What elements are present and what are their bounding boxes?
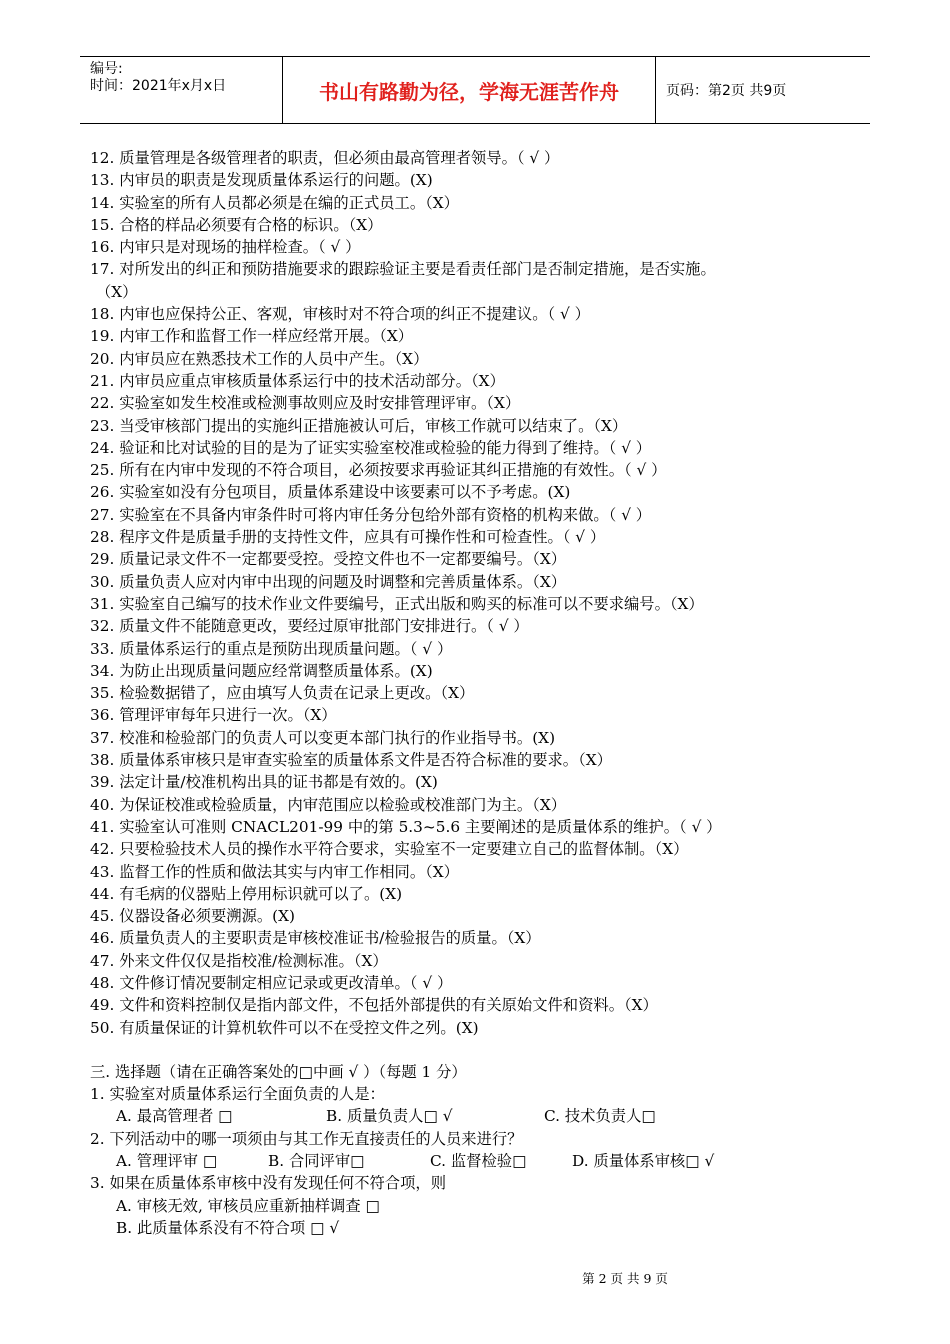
judgment-item: 13. 内审员的职责是发现质量体系运行的问题。(X)	[90, 171, 433, 190]
judgment-item: 26. 实验室如没有分包项目，质量体系建设中该要素可以不予考虑。(X)	[90, 483, 571, 502]
option-c[interactable]: C. 技术负责人□	[544, 1107, 656, 1126]
option-c[interactable]: C. 监督检验□	[430, 1152, 527, 1171]
judgment-item: 38. 质量体系审核只是审查实验室的质量体系文件是否符合标准的要求。（X）	[90, 751, 612, 770]
question-options	[90, 1105, 870, 1127]
option-b[interactable]: B. 合同评审□	[268, 1152, 365, 1171]
judgment-item: 12. 质量管理是各级管理者的职责，但必须由最高管理者领导。（ √ ）	[90, 149, 560, 167]
judgment-item: 30. 质量负责人应对内审中出现的问题及时调整和完善质量体系。（X）	[90, 572, 567, 591]
section-gap	[90, 1039, 870, 1061]
motto: 书山有路勤为径，学海无涯苦作舟	[282, 57, 656, 123]
question-stem: 2. 下列活动中的哪一项须由与其工作无直接责任的人员来进行？	[90, 1129, 523, 1148]
judgment-item: 46. 质量负责人的主要职责是审核校准证书/检验报告的质量。（X）	[90, 929, 541, 948]
judgment-item: 15. 合格的样品必须要有合格的标识。（X）	[90, 215, 383, 234]
option-b[interactable]: B. 质量负责人□ √	[326, 1107, 453, 1126]
judgment-item: 34. 为防止出现质量问题应经常调整质量体系。(X)	[90, 661, 433, 680]
judgment-item: 29. 质量记录文件不一定都要受控。受控文件也不一定都要编号。（X）	[90, 550, 567, 569]
judgment-item: 24. 验证和比对试验的目的是为了证实实验室校准或检验的能力得到了维持。（ √ ）	[90, 438, 652, 457]
judgment-item: 14. 实验室的所有人员都必须是在编的正式员工。（X）	[90, 193, 459, 212]
judgment-item: 49. 文件和资料控制仅是指内部文件，不包括外部提供的有关原始文件和资料。（X）	[90, 996, 658, 1015]
judgment-item: 40. 为保证校准或检验质量，内审范围应以检验或校准部门为主。（X）	[90, 795, 567, 814]
option-a[interactable]: A. 最高管理者 □	[116, 1107, 233, 1126]
document-body	[90, 147, 870, 1239]
judgment-item: 47. 外来文件仅仅是指校准/检测标准。（X）	[90, 951, 388, 970]
time-label: 时间：2021年x月x日	[90, 78, 227, 94]
judgment-item: 37. 校准和检验部门的负责人可以变更本部门执行的作业指导书。(X)	[90, 728, 556, 747]
judgment-item: 44. 有毛病的仪器贴上停用标识就可以了。(X)	[90, 884, 403, 903]
option-a[interactable]: A. 管理评审 □	[116, 1152, 218, 1171]
page-code: 页码：第2页 共9页	[666, 83, 787, 99]
question-stem: 3. 如果在质量体系审核中没有发现任何不符合项，则	[90, 1174, 446, 1193]
judgment-item: 25. 所有在内审中发现的不符合项目，必须按要求再验证其纠正措施的有效性。（ √ ）	[90, 461, 667, 480]
judgment-item: 18. 内审也应保持公正、客观，审核时对不符合项的纠正不提建议。（ √ ）	[90, 305, 590, 324]
section-title: 三. 选择题（请在正确答案处的□中画 √ ）（每题 1 分）	[90, 1062, 467, 1081]
header-table	[80, 56, 870, 124]
judgment-item: 50. 有质量保证的计算机软件可以不在受控文件之列。(X)	[90, 1018, 479, 1037]
doc-number-label: 编号:	[90, 61, 123, 77]
judgment-item: 42. 只要检验技术人员的操作水平符合要求，实验室不一定要建立自己的监督体制。（X）	[90, 840, 689, 859]
judgment-item: 28. 程序文件是质量手册的支持性文件，应具有可操作性和可检查性。（ √ ）	[90, 528, 606, 547]
judgment-item: 20. 内审员应在熟悉技术工作的人员中产生。（X）	[90, 349, 429, 368]
judgment-item: 45. 仪器设备必须要溯源。(X)	[90, 907, 295, 926]
option-a[interactable]: A. 审核无效, 审核员应重新抽样调查 □	[116, 1196, 380, 1215]
question-options	[90, 1150, 870, 1172]
judgment-item: 31. 实验室自己编写的技术作业文件要编号，正式出版和购买的标准可以不要求编号。（X）	[90, 594, 704, 613]
judgment-item: 27. 实验室在不具备内审条件时可将内审任务分包给外部有资格的机构来做。（ √ ）	[90, 505, 652, 524]
judgment-item: 36. 管理评审每年只进行一次。（X）	[90, 706, 337, 725]
judgment-item: 39. 法定计量/校准机构出具的证书都是有效的。(X)	[90, 773, 438, 792]
judgment-item: 21. 内审员应重点审核质量体系运行中的技术活动部分。（X）	[90, 371, 505, 390]
judgment-item: 19. 内审工作和监督工作一样应经常开展。（X）	[90, 327, 414, 346]
judgment-item: 43. 监督工作的性质和做法其实与内审工作相同。（X）	[90, 862, 459, 881]
judgment-item: 48. 文件修订情况要制定相应记录或更改清单。（ √ ）	[90, 973, 453, 992]
judgment-item: 23. 当受审核部门提出的实施纠正措施被认可后，审核工作就可以结束了。（X）	[90, 416, 628, 435]
judgment-item: 22. 实验室如发生校准或检测事故则应及时安排管理评审。（X）	[90, 394, 521, 413]
judgment-item-continuation: （X）	[96, 282, 138, 301]
judgment-item: 35. 检验数据错了，应由填写人负责在记录上更改。（X）	[90, 684, 475, 703]
option-b[interactable]: B. 此质量体系没有不符合项 □ √	[116, 1218, 340, 1237]
judgment-item: 17. 对所发出的纠正和预防措施要求的跟踪验证主要是看责任部门是否制定措施，是否实施。	[90, 260, 716, 279]
question-stem: 1. 实验室对质量体系运行全面负责的人是：	[90, 1085, 385, 1104]
header-left-cell	[80, 57, 282, 123]
judgment-item: 41. 实验室认可准则 CNACL201-99 中的第 5.3~5.6 主要阐述的是质量体系的维护。（ √ ）	[90, 817, 722, 836]
page-footer: 第 2 页 共 9 页	[582, 1271, 668, 1286]
judgment-item: 32. 质量文件不能随意更改，要经过原审批部门安排进行。（ √ ）	[90, 617, 529, 636]
judgment-item: 33. 质量体系运行的重点是预防出现质量问题。（ √ ）	[90, 639, 453, 658]
option-d[interactable]: D. 质量体系审核□ √	[572, 1152, 715, 1171]
judgment-item: 16. 内审只是对现场的抽样检查。（ √ ）	[90, 238, 361, 257]
